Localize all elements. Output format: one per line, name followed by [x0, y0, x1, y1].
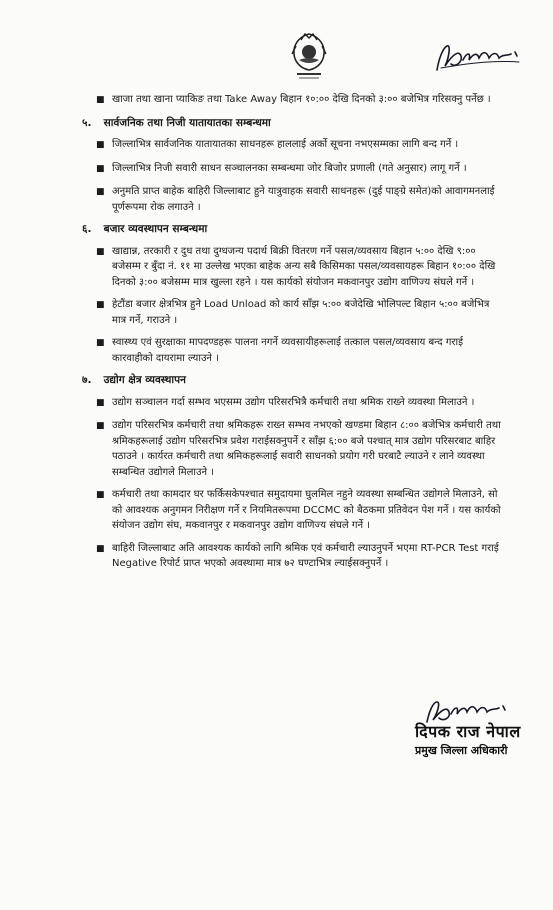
list-item-text: अनुमति प्राप्त बाहेक बाहिरी जिल्लाबाट हुने यात्रुवाहक सवारी साधनहरू (दुई पाङ्ग्रे समेत)को आवागमनलाई पूर्णरूपमा रोक लगाउने । [112, 186, 495, 213]
section-title: सार्वजनिक तथा निजी यातायातका सम्बन्धमा [103, 116, 271, 129]
bullet-icon: ■ [96, 95, 105, 105]
bullet-icon: ■ [96, 300, 105, 310]
signatory-name: दिपक राज नेपाल [415, 722, 521, 741]
document-body [82, 92, 506, 579]
list-item [96, 92, 506, 109]
signatory-title: प्रमुख जिल्ला अधिकारी [415, 744, 508, 757]
list-item-text: उद्योग परिसरभित्र कर्मचारी तथा श्रमिकहरू राख्न सम्भव नभएको खण्डमा बिहान ८:०० बजेभित्र कर्मचारी तथा श्रमिकहरूलाई उद्योग परिसरभित्र प्रवेश गराईसक्नुपर्ने र साँझ ६:०० बजे पश्चात् मात्र उद्योग परिसरबाट बाहिर पठाउने । कार्यरत कर्मचारी तथा श्रमिकहरूलाई सवारी साधनको प्रयोग गरी घरबाटै ल्याउने र लाने व्यवस्था सम्बन्धित उद्योगले मिलाउने । [112, 420, 501, 478]
list-item-text: स्वास्थ्य एवं सुरक्षाका मापदण्डहरू पालना नगर्ने व्यवसायीहरूलाई तत्काल पसल/व्यवसाय बन्द गराई कारवाहीको दायरामा ल्याउने । [112, 337, 463, 364]
list-item [96, 184, 506, 215]
section-heading [82, 222, 506, 238]
bullet-icon: ■ [96, 490, 105, 500]
bullet-icon: ■ [96, 397, 105, 408]
list-item [96, 335, 506, 366]
bullet-icon: ■ [96, 163, 105, 174]
bullet-icon: ■ [96, 338, 105, 348]
list-item-text: हेटौंडा बजार क्षेत्रभित्र हुने Load Unload को कार्य साँझ ५:०० बजेदेखि भोलिपल्ट बिहान ५:०० बजेभित्र मात्र गर्ने, गराउने । [112, 299, 490, 326]
section-number: ५. [82, 116, 92, 129]
bullet-icon: ■ [96, 246, 105, 257]
list-item [96, 418, 506, 480]
bullet-icon: ■ [96, 421, 105, 431]
bullet-icon: ■ [96, 140, 105, 150]
section-title: बजार व्यवस्थापन सम्बन्धमा [103, 223, 208, 235]
list-item-text: खाजा तथा खाना प्याकिङ तथा Take Away बिहान १०:०० देखि दिनको ३:०० बजेभित्र गरिसक्नु पर्नेछ । [112, 94, 491, 105]
list-item-text: जिल्लाभित्र निजी सवारी साधन सञ्चालनका सम्बन्धमा जोर बिजोर प्रणाली (गते अनुसार) लागू गर्ने । [112, 162, 467, 174]
government-emblem [283, 30, 335, 82]
section-heading [82, 373, 506, 389]
section-heading [82, 116, 506, 132]
list-item-text: खाद्यान्न, तरकारी र दुध तथा दुग्धजन्य पदार्थ बिक्री वितरण गर्ने पसल/व्यवसाय बिहान ५:०० देखि ९:०० बजेसम्म र बुँदा नं. ११ मा उल्लेख भएका बाहेक अन्य सबै किसिमका पसल/व्यवसायहरू बिहान १०:०० देखि दिनको ३:०० बजेसम्म मात्र खुल्ला रहने । यस कार्यको संयोजन मकवानपुर उद्योग वाणिज्य संघले गर्ने । [112, 245, 496, 288]
section-number: ६. [82, 223, 92, 235]
list-item [96, 161, 506, 178]
list-item [96, 297, 506, 328]
section-number: ७. [82, 374, 92, 386]
signature-mark-top [433, 40, 528, 76]
list-item [96, 395, 506, 412]
bullet-icon: ■ [96, 543, 105, 554]
section-title: उद्योग क्षेत्र व्यवस्थापन [103, 374, 186, 386]
list-item [96, 541, 506, 572]
list-item-text: कर्मचारी तथा कामदार घर फर्किसकेपश्चात समुदायमा घुलमिल नहुने व्यवस्था सम्बन्धित उद्योगले मिलाउने, सो को आवश्यक अनुगमन निरीक्षण गर्ने र नियमितरूपमा DCCMC को बैठकमा प्रतिवेदन पेश गर्ने । यस कार्यको संयोजन उद्योग संघ, मकवानपुर र मकवानपुर उद्योग वाणिज्य संघले गर्ने । [112, 489, 501, 531]
bullet-icon: ■ [96, 187, 105, 197]
list-item [96, 244, 506, 291]
list-item [96, 487, 506, 534]
list-item-text: जिल्लाभित्र सार्वजनिक यातायातका साधनहरू हाललाई अर्को सूचना नभएसम्मका लागि बन्द गर्ने । [112, 139, 459, 150]
signature-block [415, 696, 535, 758]
list-item-text: बाहिरी जिल्लाबाट अति आवश्यक कार्यको लागि श्रमिक एवं कर्मचारी ल्याउनुपर्ने भएमा RT-PCR Test गराई Negative रिपोर्ट प्राप्त भएको अवस्थामा मात्र ७२ घण्टाभित्र ल्याईसक्नुपर्ने । [112, 542, 499, 569]
list-item [96, 137, 506, 154]
list-item-text: उद्योग सञ्चालन गर्दा सम्भव भएसम्म उद्योग परिसरभित्रै कर्मचारी तथा श्रमिक राख्ने व्यवस्था मिलाउने । [112, 396, 475, 408]
